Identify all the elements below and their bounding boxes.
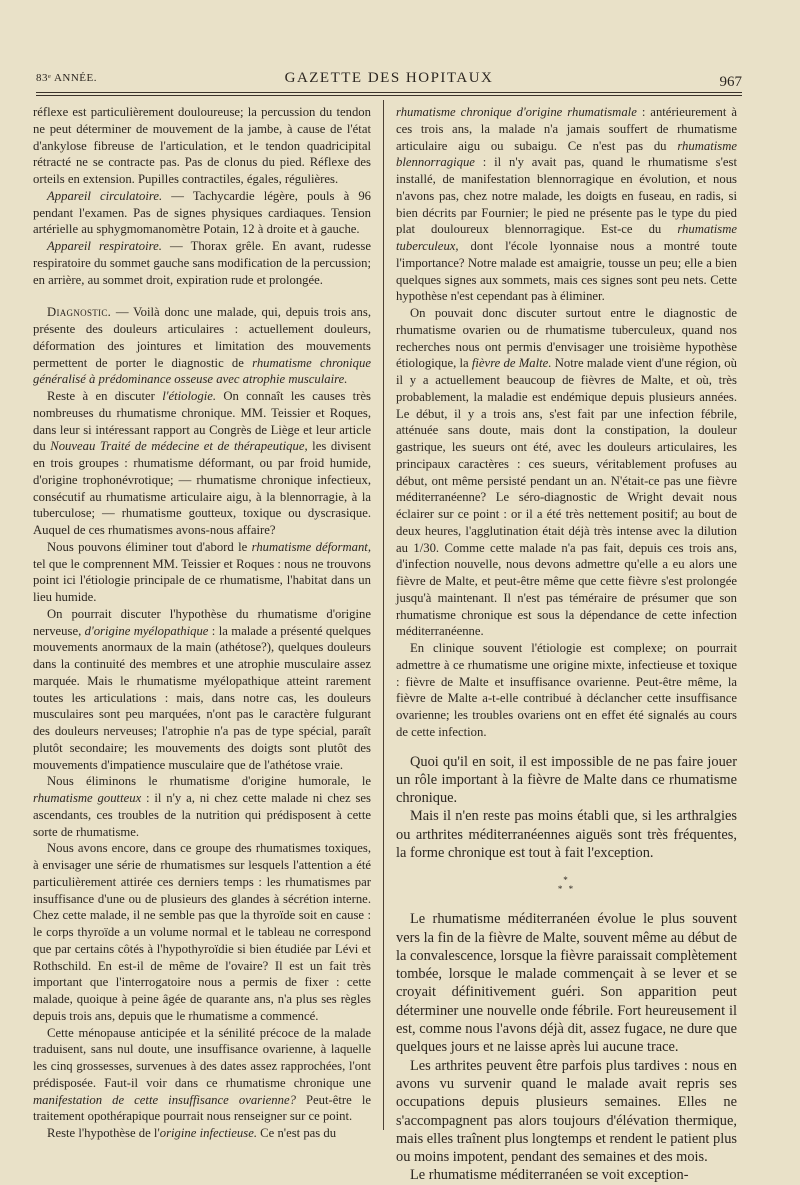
section-lead-respiratory: Appareil respiratoire. (47, 239, 162, 253)
paragraph-rheumatic-origin: rhumatisme chronique d'origine rhumatismale : antérieurement à ces trois ans, la malade n'a jamais souffert de rhumatisme articulaire aigu ou subaigu. Ce n'est pas du rhumatisme blennorragique : il n'y avait pas, quand le rhumatisme s'est installé, de manifestation blennorragique en évolution, et nous n'avons pas, chez notre malade, les doigts en fuseau, en radis, si bien décrits par Fournier; le pied ne présente pas le type du pied plat douloureux blennorragique. Est-ce du rhumatisme tuberculeux, dont l'école lyonnaise nous a montré toute l'importance? Notre malade est amaigrie, tousse un peu; elle a bien quelques signes aux sommets, mais ces signes sont peu nets. Cette hypothèse n'est cependant pas à éliminer. (396, 105, 737, 304)
paragraph-exception: Le rhumatisme méditerranéen se voit exception- (410, 1167, 689, 1184)
journal-title: GAZETTE DES HOPITAUX (284, 70, 494, 86)
paragraph-gout: Nous éliminons le rhumatisme d'origine humorale, le rhumatisme goutteux : il n'y a, ni chez cette malade ni chez ses ascendants, ces troubles de la nutrition qui prédisposent à cette sorte de rhumatisme. (33, 774, 371, 839)
paragraph-malta-fever: On pouvait donc discuter surtout entre le diagnostic de rhumatisme ovarien ou de rhumatisme tuberculeux, quand nos recherches nous ont permis d'envisager une troisième hypothèse étiologique, la fièvre de Malte. Notre malade vient d'une région, où il y a actuellement beaucoup de fièvres de Malte, et où, très probablement, la maladie est endémique depuis plusieurs années. Le début, il y a trois ans, s'est fait par une infection fébrile, atténuée sans doute, mais dont la constipation, la douleur gastrique, les sueurs ont été, avec les douleurs articulaires, les principaux caractères : ces sueurs, véritablement profuses au début, ont même persisté pendant un an. N'était-ce pas une fièvre méditerranéenne? Le séro-diagnostic de Wright devait nous éclairer sur ce point : or il a été très nettement positif; au bout de deux heures, l'agglutination était déjà très intense avec la dilution au 1/30. Comme cette malade n'a pas fait, depuis ces trois ans, d'infection nouvelle, nous devons admettre qu'elle a eu alors une fièvre de Malte, et peut-être même que cette fièvre s'est prolongée jusqu'à maintenant. Il n'est pas téméraire de présumer que son rhumatisme chronique est sous la dépendance de cette infection méditerranéenne. (396, 306, 737, 639)
paragraph-glands: Nous avons encore, dans ce groupe des rhumatismes toxiques, à envisager une série de rhumatismes sur lesquels l'attention a été particulièrement attirée ces derniers temps : les rhumatismes par insuffisance d'une ou de plusieurs des glandes à sécrétion interne. Chez cette malade, il ne semble pas que la thyroïde soit en cause : le corps thyroïde a un volume normal et le tableau ne correspond que par certains côtés à l'hypothyroïdie si bien étudiée par Lévi et Rothschild. En est-il de même de l'ovaire? Il est un fait très important que l'interrogatoire nous a permis de fixer : cette malade, quoique à peine âgée de quarante ans, n'a plus ses règles depuis trois ans, depuis que le rhumatisme a commencé. (33, 841, 371, 1023)
paragraph-reflexes: réflexe est particulièrement douloureuse; la percussion du tendon ne peut déterminer de mouvement de la jambe, à cause de l'état d'ankylose fibreuse de l'articulation, et le tendon quadricipital rétracté ne se contracte pas. Pas de clonus du pied. Réflexe des orteils en extension. Pupilles contractiles, égales, régulières. (33, 105, 371, 186)
paragraph-etiology: Reste à en discuter l'étiologie. On connaît les causes très nombreuses du rhumatisme chronique. MM. Teissier et Roques, dans leur si intéressant rapport au Congrès de Liège et leur article du Nouveau Traité de médecine et de thérapeutique, les divisent en trois groupes : rhumatisme déformant, ou par froid humide, d'origine trophonévrotique; — rhumatisme chronique infectieux, consécutif au rhumatisme articulaire aigu, à la blennorragie, à la tuberculose; — rhumatisme goutteux, toxique ou dyscrasique. Auquel de ces rhumatismes avons-nous affaire? (33, 389, 371, 537)
page-header (36, 70, 742, 92)
column-divider (383, 100, 384, 1130)
year-label: 83ᵉ ANNÉE. (36, 72, 97, 84)
header-rule-thick (36, 92, 742, 93)
left-column (33, 104, 371, 1142)
section-lead-circulatory: Appareil circulatoire. (47, 188, 163, 203)
page-number: 967 (719, 74, 742, 90)
paragraph-role-malta: Quoi qu'il en soit, il est impossible de ne pas faire jouer un rôle important à la fièvre de Malte dans ce rhumatisme chronique. (396, 753, 737, 807)
paragraph-chronic-exception: Mais il n'en reste pas moins établi que, si les arthralgies ou arthrites méditerranéennes aiguës sont très fréquentes, la forme chronique est tout à fait l'exception. (396, 808, 737, 861)
paragraph-clinical-complex: En clinique souvent l'étiologie est complexe; on pourrait admettre à ce rhumatisme une origine mixte, infectieuse et toxique : fièvre de Malte et insuffisance ovarienne. Peut-être même, la fièvre de Malte a-t-elle contribué à déclancher cette insuffisance ovarienne; les troubles ovariens ont en effet été signalés au cours de cette infection. (396, 641, 737, 739)
section-lead-diagnostic: Diagnostic. (47, 305, 112, 320)
paragraph-diagnostic: Diagnostic. — Voilà donc une malade, qui, depuis trois ans, présente des douleurs articulaires : actuellement douleurs, déformation des jointures et limitation des mouvements permettent de porter le diagnostic de rhumatisme chronique généralisé à prédominance osseuse avec atrophie musculaire. (33, 305, 371, 387)
large-type-block (396, 753, 737, 1185)
paragraph-deforming: Nous pouvons éliminer tout d'abord le rhumatisme déformant, tel que le comprennent MM. Teissier et Roques : nous ne trouvons point ici l'étiologie principale de ce rhumatisme, l'habitat dans un lieu humide. (33, 539, 371, 604)
paragraph-respiratory: Appareil respiratoire. — Thorax grêle. En avant, rudesse respiratoire du sommet gauche sans modification de la percussion; en arrière, au sommet droit, expiration rude et prolongée. (33, 239, 372, 287)
paragraph-late-arthritis: Les arthrites peuvent être parfois plus tardives : nous en avons vu survenir quand le malade avait repris ses occupations depuis plusieurs semaines. Elles ne s'accompagnent pas alors toujours d'élévation thermique, mais elles traînent plus longtemps et rendent le patient plus ou moins impotent, pendant des semaines et des mois. (396, 1057, 737, 1166)
paragraph-nervous: On pourrait discuter l'hypothèse du rhumatisme d'origine nerveuse, d'origine myélopathique : la malade a présenté quelques mouvements anormaux de la main (athétose?), quelques douleurs dans la continuité des membres et une atrophie musculaire assez marquée. Mais le rhumatisme myélopathique atteint rarement toutes les articulations : mais, dans notre cas, les douleurs musculaires sont peu marquées, n'ont pas le caractère fulgurant des douleurs nerveuses; l'atrophie n'a pas de type spécial, paraît plutôt secondaire; les mouvements des doigts sont plutôt des mouvements d'impatience musculaire que de l'athétose vraie. (33, 606, 371, 772)
section-asterism: * * * (557, 875, 576, 895)
paragraph-infectious: Reste l'hypothèse de l'origine infectieuse. Ce n'est pas du (47, 1126, 337, 1140)
paragraph-evolution: Le rhumatisme méditerranéen évolue le plus souvent vers la fin de la fièvre de Malte, souvent même au début de la convalescence, lorsque la fièvre paraissait complètement tombée, lorsque le malade commençait à se lever et se croyait définitivement guéri. Son apparition peut déterminer une nouvelle onde fébrile. Fort heureusement il est, comme nous l'avons déjà dit, assez fugace, ne dure que quelques jours et ne laisse après lui aucune trace. (396, 911, 737, 1056)
paragraph-menopause: Cette ménopause anticipée et la sénilité précoce de la malade traduisent, sans nul doute, une insuffisance ovarienne, à laquelle les cinq grossesses, survenues à des dates assez rapprochées, l'ont prédisposée. Faut-il voir dans ce rhumatisme chronique une manifestation de cette insuffisance ovarienne? Peut-être le traitement opothérapique pourrait nous renseigner sur ce point. (33, 1025, 371, 1124)
right-column (396, 104, 737, 1185)
paragraph-circulatory: Appareil circulatoire. — Tachycardie légère, pouls à 96 pendant l'examen. Pas de signes physiques cardiaques. Tension artérielle au sphygmomanomètre Potain, 12 à droite et à gauche. (33, 188, 372, 237)
header-rule-thin (36, 95, 742, 96)
